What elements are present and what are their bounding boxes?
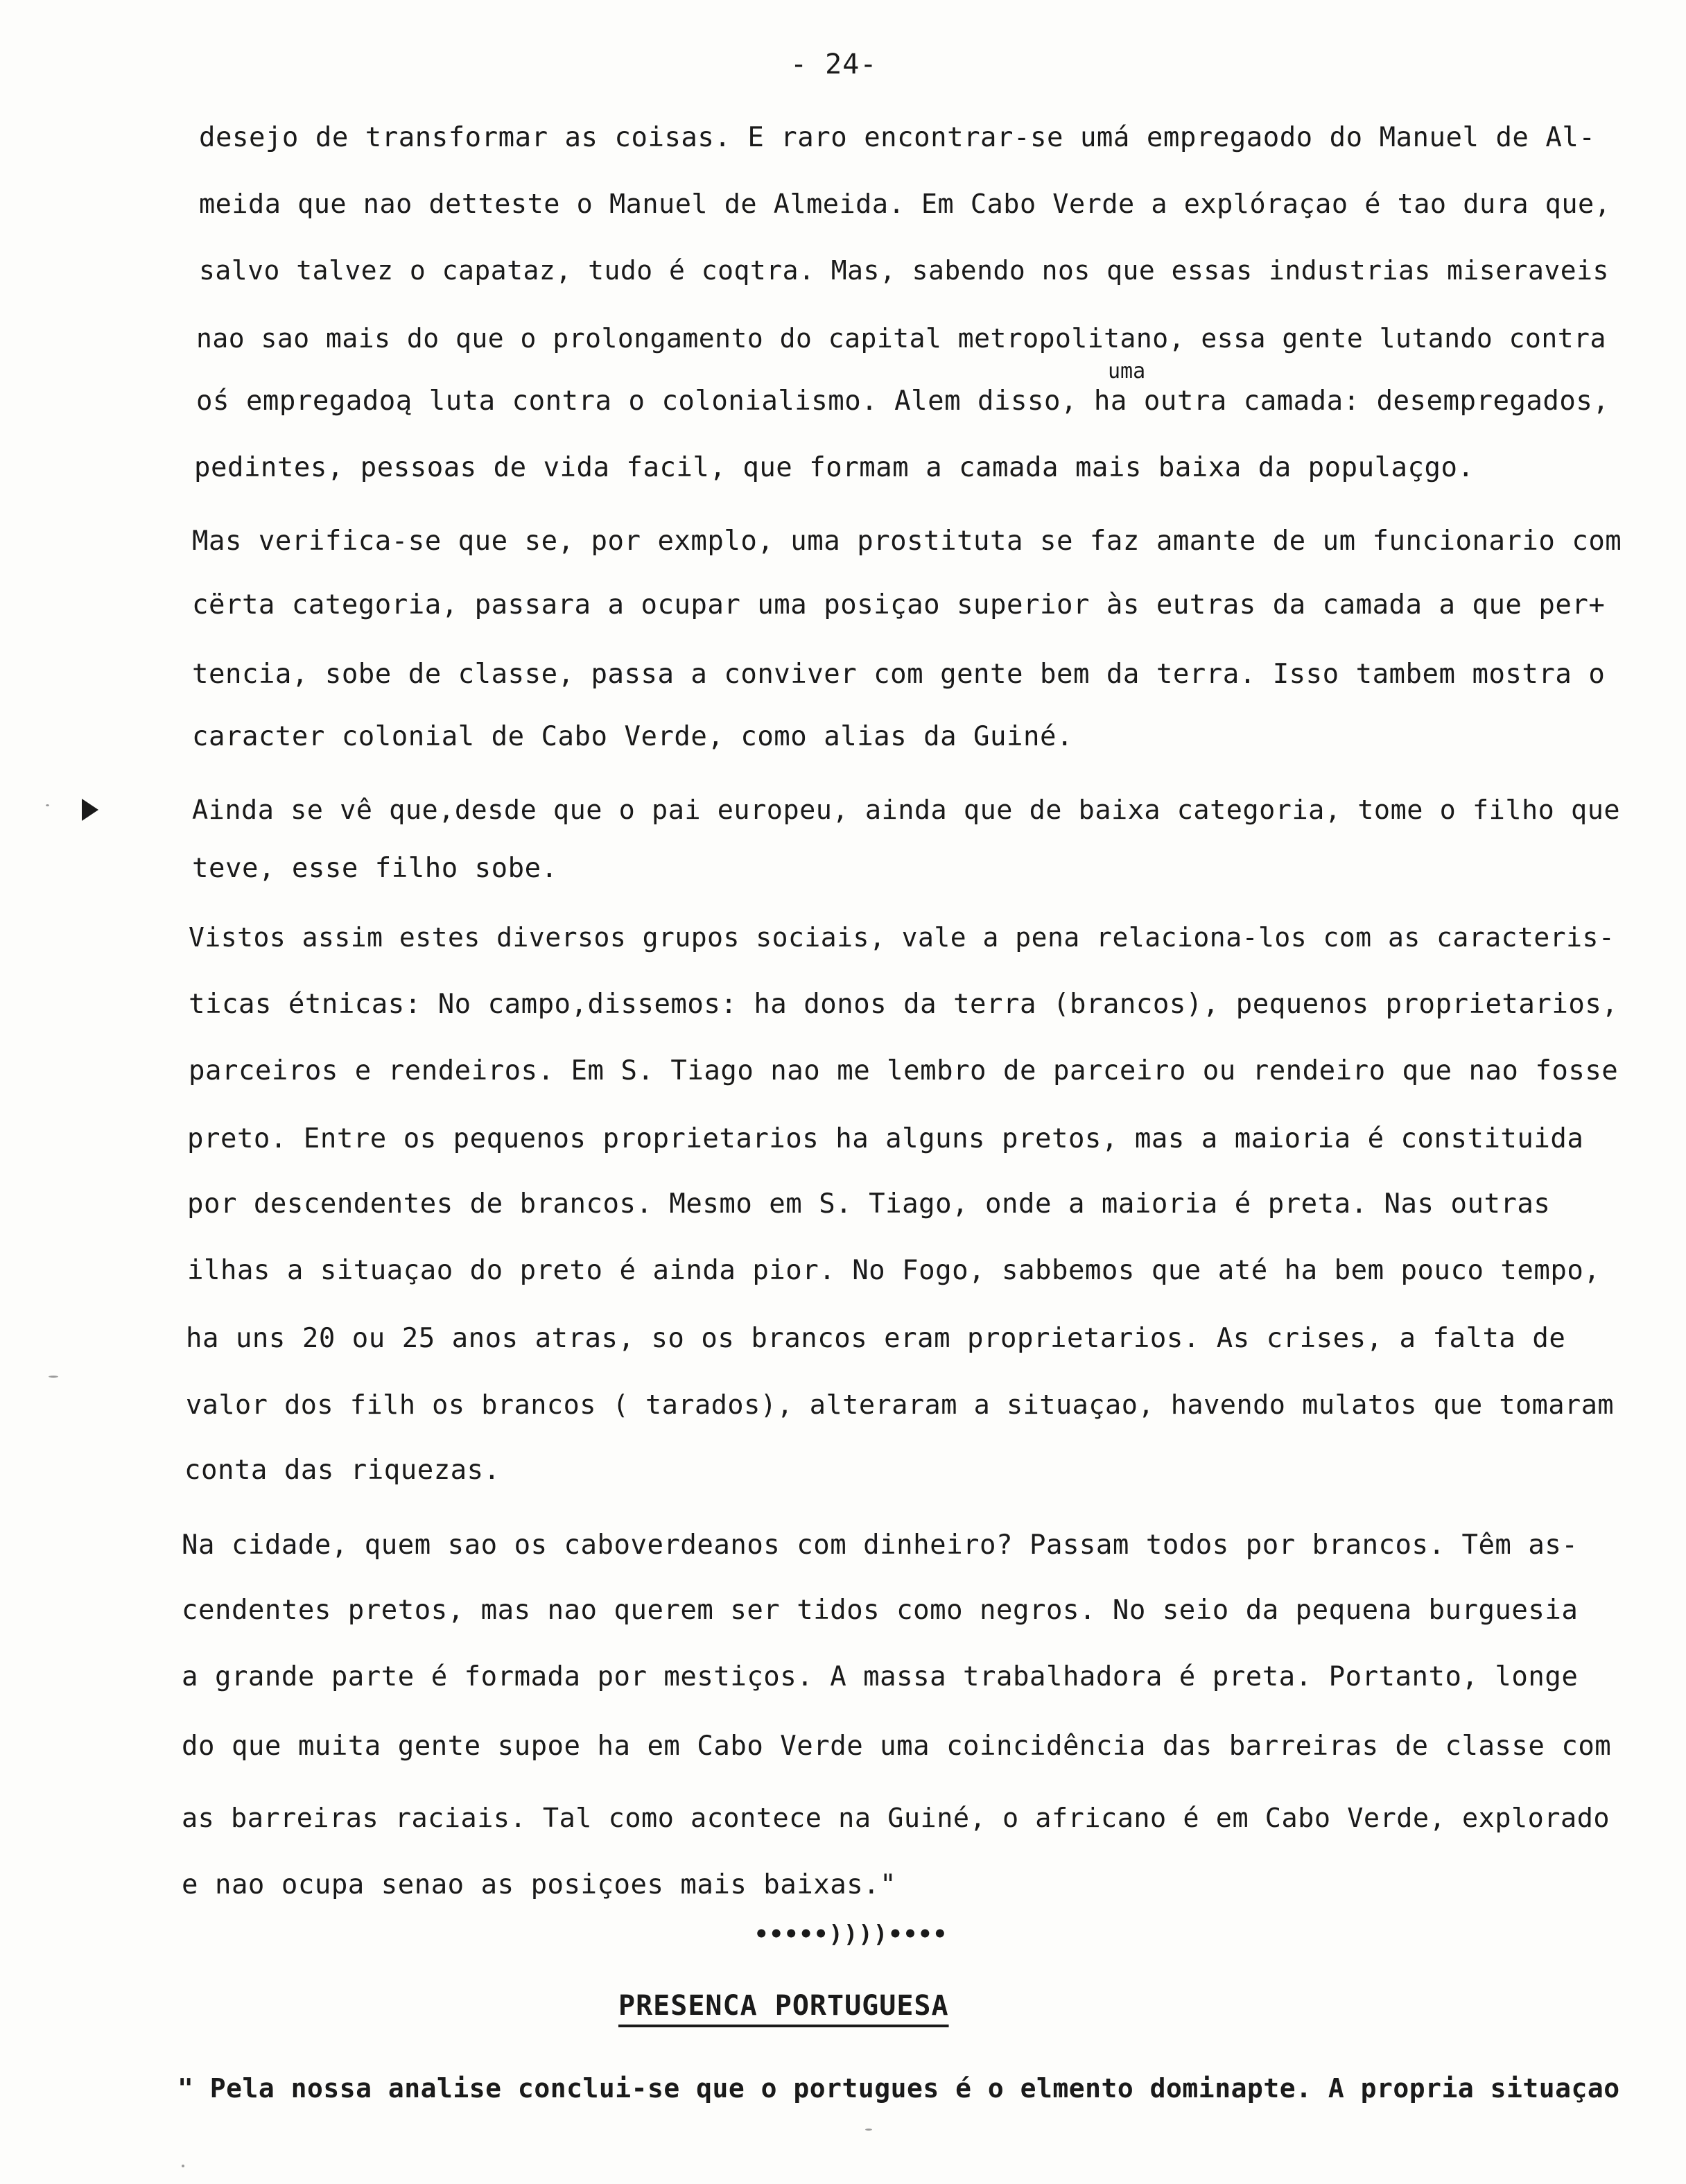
body-line: pedintes, pessoas de vida facil, que formam a camada mais baixa da populaçgo.: [194, 452, 1475, 483]
body-line: ticas étnicas: No campo,dissemos: ha donos da terra (brancos), pequenos proprietarios,: [189, 989, 1619, 1020]
body-line: Ainda se vê que,desde que o pai europeu, ainda que de baixa categoria, tome o filho que: [192, 795, 1621, 826]
body-line: e nao ocupa senao as posiçoes mais baixas.": [182, 1869, 897, 1900]
body-line: preto. Entre os pequenos proprietarios ha alguns pretos, mas a maioria é constituida: [187, 1123, 1584, 1154]
interlinear-insert: uma: [1108, 359, 1146, 383]
section-heading: PRESENCA PORTUGUESA: [618, 1990, 949, 2022]
body-line: meida que nao detteste o Manuel de Almeida. Em Cabo Verde a explóraçao é tao dura que,: [199, 189, 1611, 220]
body-line: conta das riquezas.: [184, 1455, 501, 1486]
paper-speck: [182, 2165, 184, 2167]
body-line: ilhas a situaçao do preto é ainda pior. No Fogo, sabbemos que até ha bem pouco tempo,: [187, 1255, 1601, 1286]
body-line: oś empregadoą luta contra o colonialismo. Alem disso, ha outra camada: desempregados,: [196, 385, 1610, 417]
body-line: salvo talvez o capataz, tudo é coqtra. Mas, sabendo nos que essas industrias miseraveis: [199, 255, 1609, 286]
body-line: cërta categoria, passara a ocupar uma posiçao superior às eutras da camada a que per+: [192, 589, 1606, 621]
body-line: nao sao mais do que o prolongamento do capital metropolitano, essa gente lutando contra: [196, 323, 1606, 354]
margin-mark: [82, 799, 98, 821]
body-line: ha uns 20 ou 25 anos atras, so os brancos eram proprietarios. As crises, a falta de: [186, 1323, 1566, 1354]
body-line: valor dos filh os brancos ( tarados), alteraram a situaçao, havendo mulatos que tomaram: [186, 1389, 1615, 1421]
body-line: cendentes pretos, mas nao querem ser tidos como negros. No seio da pequena burguesia: [182, 1595, 1579, 1626]
body-line: Mas verifica-se que se, por exmplo, uma prostituta se faz amante de um funcionario com: [192, 526, 1622, 557]
body-line: tencia, sobe de classe, passa a conviver com gente bem da terra. Isso tambem mostra o: [192, 659, 1606, 690]
body-line: parceiros e rendeiros. Em S. Tiago nao me lembro de parceiro ou rendeiro que nao fosse: [189, 1055, 1619, 1086]
body-line: Na cidade, quem sao os caboverdeanos com dinheiro? Passam todos por brancos. Têm as-: [182, 1529, 1579, 1561]
page-number: - 24-: [790, 49, 878, 80]
paper-speck: [46, 804, 49, 806]
body-line: as barreiras raciais. Tal como acontece na Guiné, o africano é em Cabo Verde, explorado: [182, 1803, 1610, 1834]
body-line: por descendentes de brancos. Mesmo em S. Tiago, onde a maioria é preta. Nas outras: [187, 1188, 1551, 1220]
paper-speck: [865, 2129, 872, 2131]
section-separator: •••••))))••••: [754, 1921, 948, 1948]
body-line: desejo de transformar as coisas. E raro encontrar-se umá empregaodo do Manuel de Al-: [199, 122, 1596, 153]
paper-speck: [49, 1376, 58, 1378]
body-line: Vistos assim estes diversos grupos sociais, vale a pena relaciona-los com as caracteris-: [189, 922, 1615, 953]
closing-line: " Pela nossa analise conclui-se que o portugues é o elmento dominapte. A propria situaçao: [177, 2073, 1620, 2104]
body-line: do que muita gente supoe ha em Cabo Verde uma coincidência das barreiras de classe com: [182, 1731, 1612, 1762]
body-line: a grande parte é formada por mestiços. A massa trabalhadora é preta. Portanto, longe: [182, 1661, 1579, 1692]
body-line: teve, esse filho sobe.: [192, 853, 558, 884]
body-line: caracter colonial de Cabo Verde, como alias da Guiné.: [192, 721, 1073, 752]
